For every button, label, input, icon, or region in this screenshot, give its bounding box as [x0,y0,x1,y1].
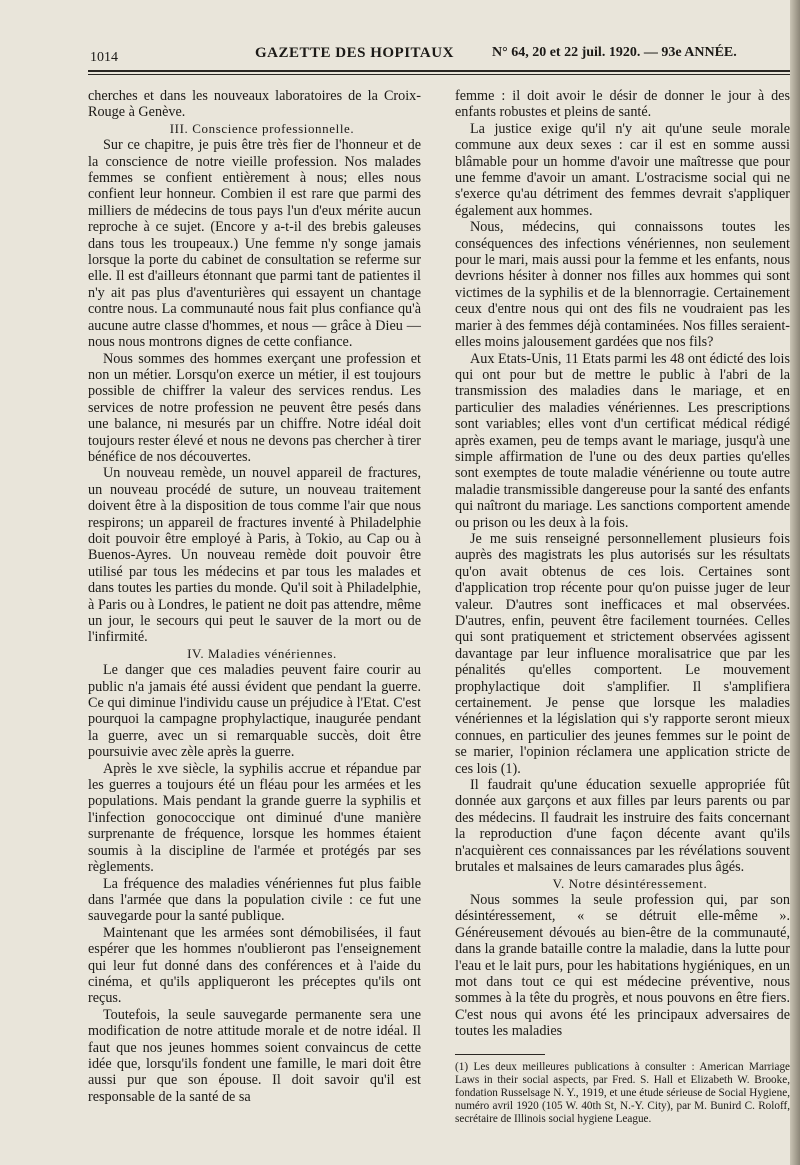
paragraph: La justice exige qu'il n'y ait qu'une seule morale commune aux deux sexes : car il est en somme aussi blâmable pour un homme d'avoir une maîtresse que pour une femme d'avoir un amant. L'ostracisme social qui ne s'exerce qu'au détriment des femmes devrait s'appliquer également aux hommes. [455,120,790,219]
paragraph-intro: cherches et dans les nouveaux laboratoires de la Croix-Rouge à Genève. [88,88,421,121]
journal-title: GAZETTE DES HOPITAUX [255,45,454,61]
running-header [90,42,790,70]
header-rule [88,70,790,72]
paragraph: Il faudrait qu'une éducation sexuelle appropriée fût donnée aux garçons et aux filles par leurs parents ou par des médecins. Il faudrait les instruire des faits concernant la reproduction d'une façon décente avant qu'ils n'acquièrent ces connaissances par les révélations souvent brutales et malsaines de leurs camarades plus âgés. [455,777,790,876]
paragraph-continued: femme : il doit avoir le désir de donner le jour à des enfants robustes et pleins de santé. [455,88,790,121]
page-binding-edge [790,0,800,1165]
section-heading-4: IV. Maladies vénériennes. [187,645,337,661]
paragraph: Nous sommes des hommes exerçant une profession et non un métier. Lorsqu'on exerce un métier, il est toujours possible de chiffrer la valeur des services rendus. Les services de notre profession ne peuvent être pesés dans une balance, ni mesurés par un chiffre. Notre idéal doit toujours rester élevé et nous ne devons pas chercher à tirer bénéfice de nos découvertes. [88,350,421,465]
paragraph: Maintenant que les armées sont démobilisées, il faut espérer que les hommes n'oublieront pas l'enseignement qui leur fut donné dans des conférences et à l'aide du cinéma, et qu'ils appliqueront les préceptes qu'ils ont reçus. [88,924,421,1007]
paragraph: Le danger que ces maladies peuvent faire courir au public n'a jamais été aussi évident que pendant la guerre. Ce qui diminue l'individu cause un préjudice à l'Etat. C'est pourquoi la campagne prophylactique, inaugurée pendant la guerre, avec un si remarquable succès, doit être poursuivie avec zèle après la guerre. [88,662,421,761]
paragraph: Un nouveau remède, un nouvel appareil de fractures, un nouveau procédé de suture, un nouveau traitement doivent être à la disposition de tous comme l'air que nous respirons; un appareil de fractures inventé à Philadelphie doit pouvoir être employé à Paris, à Tokio, au Cap ou à Buenos-Ayres. Un nouveau remède doit pouvoir être utilisé par tous les médecins et par tous les malades et dans toutes les parties du monde. Qu'il soit à Philadelphie, à Paris ou à Londres, le patient ne doit pas attendre, même un jour, le secours qui peut le sauver de la mort ou de l'infirmité. [88,465,421,646]
paragraph: Après le xve siècle, la syphilis accrue et répandue par les guerres a toujours été un fléau pour les armées et les populations. Mais pendant la grande guerre la syphilis et l'infection gonococcique ont diminué d'une manière surprenante de fréquence, lorsque les hommes étaient soumis à la discipline de l'armée et protégés par ses règlements. [88,760,421,876]
header-rule-thin [88,74,790,75]
section-heading-5: V. Notre désintéressement. [552,875,708,891]
footnote-rule [455,1054,545,1055]
issue-info: N° 64, 20 et 22 juil. 1920. — 93e ANNÉE. [492,45,737,60]
section-heading-3: III. Conscience professionnelle. [169,120,355,136]
page-number: 1014 [90,50,118,65]
footnote: (1) Les deux meilleures publications à consulter : American Marriage Laws in their social aspects, par Fred. S. Hall et Elizabeth W. Brooke, fondation Russelsage N. Y., 1919, et une étude sérieuse de Social Hygiene, numéro avril 1920 (105 W. 40th St, N.-Y. City), par M. Bunird C. Roloff, secrétaire de Illinois social hygiene League. [455,1060,790,1125]
paragraph: Aux Etats-Unis, 11 Etats parmi les 48 ont édicté des lois qui ont pour but de mettre le public à l'abri de la transmission des maladies dans le mariage, et en particulier des maladies vénériennes. Les prescriptions sont variables; elles vont d'un certificat médical rédigé après examen, peu de temps avant le mariage, jusqu'à une simple affirmation de l'une ou des deux parties qu'elles sont exemptes de toute maladie vénérienne ou toute autre maladie transmissible dangereuse pour la santé des enfants qui naîtront du mariage. Les sanctions comportent amende ou prison ou les deux à la fois. [455,350,790,531]
paragraph: Nous sommes la seule profession qui, par son désintéressement, « se détruit elle-même ». Généreusement dévoués au bien-être de la communauté, dans la grande bataille contre la maladie, dans la lutte pour l'eau et le lait purs, pour les habitations hygiéniques, en un mot dans tout ce qui est médecine préventive, nous sommes à la tête du progrès, et nous pouvons en être fiers. C'est nous qui avons été les principaux adversaires de toutes les maladies [455,891,790,1040]
paragraph: Toutefois, la seule sauvegarde permanente sera une modification de notre attitude morale et de notre idéal. Il faut que nos jeunes hommes soient convaincus de cette idée que, lorsqu'ils fondent une famille, le mari doit être aussi pur que son épouse. Il doit savoir qu'il est responsable de la santé de sa [88,1006,421,1105]
paragraph: Je me suis renseigné personnellement plusieurs fois auprès des magistrats les plus autorisés sur les résultats qu'on avait obtenus de ces lois. Certaines sont d'application trop récente pour qu'on puisse juger de leur valeur. D'autres sont inefficaces et mal observées. D'autres, enfin, peuvent être facilement tournées. Celles qui sont pratiquement et strictement observées agissent davantage par leur influence moralisatrice que par les pénalités qu'elles comportent. Le mouvement prophylactique doit s'amplifier. Il s'amplifiera certainement. Je pense que lorsque les maladies vénériennes et la législation qui s'y rapporte seront mieux connues, en particulier des jeunes femmes sur le point de se marier, l'opinion réclamera une application stricte de ces lois (1). [455,530,790,777]
left-column [88,88,421,1105]
paragraph: La fréquence des maladies vénériennes fut plus faible dans l'armée que dans la population civile : ce fut une sauvegarde pour la santé publique. [88,875,421,925]
paragraph: Nous, médecins, qui connaissons toutes les conséquences des infections vénériennes, non seulement pour le mari, mais aussi pour la femme et les enfants, nous devrions hésiter à donner nos filles aux hommes qui sont victimes de la syphilis et de la blennorragie. Certainement ceux d'entre nous qui ont des fils ne voudraient pas les marier à des femmes déjà contaminées. Nos filles seraient-elles moins jalousement gardées que nos fils? [455,219,790,351]
paragraph: Sur ce chapitre, je puis être très fier de l'honneur et de la conscience de notre vieille profession. Nos malades femmes se confient entièrement à nous; elles nous confient leur honneur. Combien il est rare que parmi des milliers de médecins de tous pays l'un d'eux mérite aucun reproche à ce sujet. (Encore y a-t-il des brebis galeuses dans tous les troupeaux.) Une femme n'y songe jamais lorsque la porte du cabinet de consultation se referme sur elle. Il est d'ailleurs étonnant que parmi tant de patientes il n'y ait pas plus d'aventurières qui essayent un chantage contre nous. La communauté nous fait plus confiance qu'à aucune autre classe d'hommes, et nous — grâce à Dieu — nous nous montrons dignes de cette confiance. [88,137,421,351]
right-column [455,88,790,1126]
